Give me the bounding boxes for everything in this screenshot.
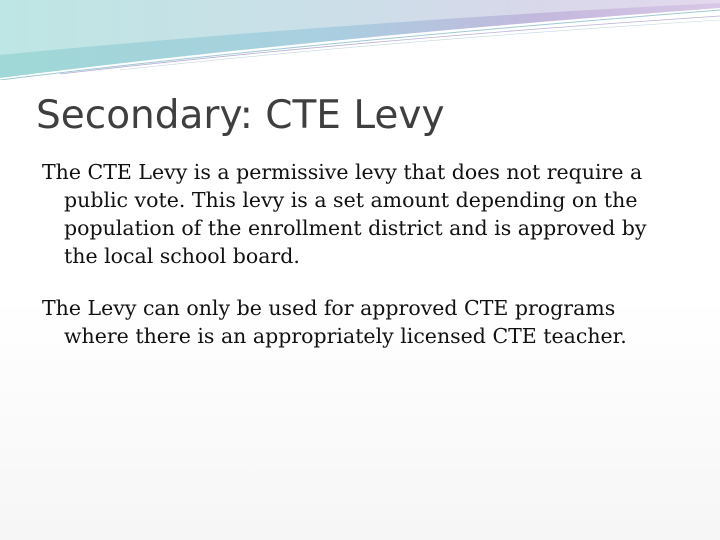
slide-body bbox=[42, 158, 682, 374]
paragraph-levy-usage: The Levy can only be used for approved CTE programs where there is an appropriately licensed CTE teacher. bbox=[42, 296, 627, 348]
slide-title: Secondary: CTE Levy bbox=[36, 93, 445, 138]
header-swoosh-decoration bbox=[0, 0, 720, 80]
paragraph-levy-description: The CTE Levy is a permissive levy that does not require a public vote. This levy is a set amount depending on the population of the enrollment district and is approved by the local school board. bbox=[42, 160, 647, 268]
